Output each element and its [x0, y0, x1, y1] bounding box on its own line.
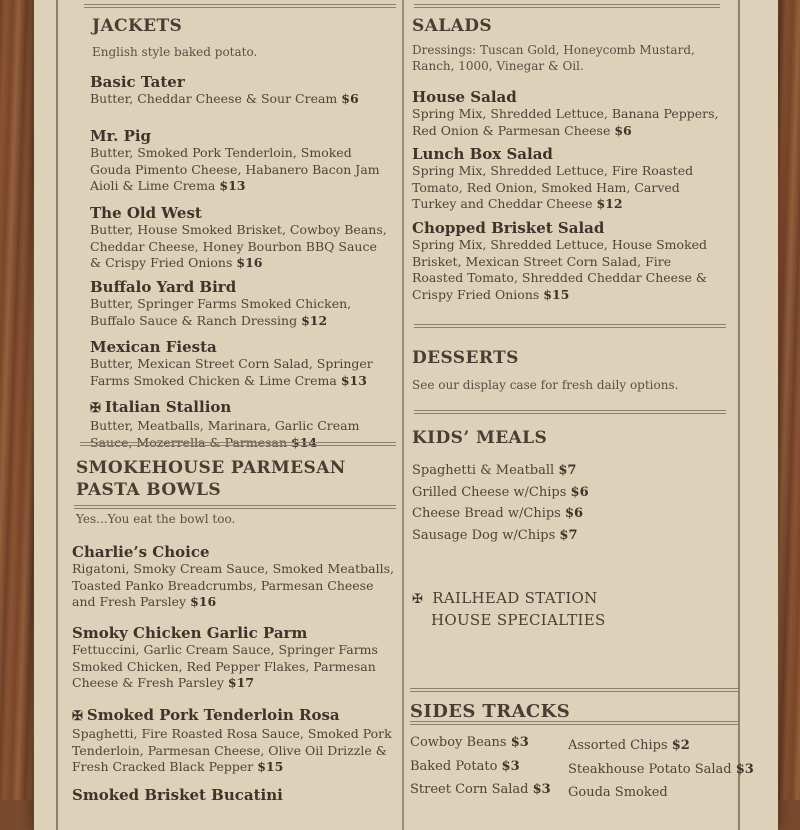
item-price: $7 — [559, 527, 578, 543]
item-desc: Butter, Meatballs, Marinara, Garlic Cream Sauce, Mozerrella & Parmesan $14 — [90, 418, 360, 450]
item-price: $3 — [510, 735, 529, 750]
pasta-top-rule — [80, 442, 396, 446]
jackets-list — [90, 73, 390, 458]
top-rule-right — [414, 4, 720, 8]
item-desc: Spaghetti, Fire Roasted Rosa Sauce, Smoked Pork Tenderloin, Parmesan Cheese, Olive Oil Drizzle & Fresh Cracked Black Pepper $15 — [72, 726, 392, 774]
item-price: $3 — [501, 758, 520, 774]
railhead-mark-icon: ✠ — [72, 709, 83, 724]
item-name: House Salad — [412, 88, 517, 106]
item-price: $3 — [532, 782, 551, 797]
desserts-top-rule — [414, 324, 726, 328]
side-item: Cowboy Beans $3 — [410, 735, 529, 750]
sides-top-rule — [410, 688, 740, 692]
menu-item — [90, 73, 390, 127]
kids-item: Sausage Dog w/Chips $7 — [412, 527, 578, 543]
desserts-title: DESSERTS — [412, 348, 519, 368]
menu-item — [90, 338, 390, 398]
item-desc: Fettuccini, Garlic Cream Sauce, Springer Farms Smoked Chicken, Red Pepper Flakes, Parmesan Cheese & Fresh Parsley $17 — [72, 642, 378, 690]
sides-right-list — [568, 734, 754, 805]
item-desc: Butter, House Smoked Brisket, Cowboy Beans, Cheddar Cheese, Honey Bourbon BBQ Sauce & Crispy Fried Onions $16 — [90, 222, 387, 270]
kids-item: Spaghetti & Meatball $7 — [412, 463, 577, 478]
item-name: Italian Stallion — [104, 398, 232, 416]
item-name-row — [90, 398, 390, 418]
menu-item — [90, 278, 390, 338]
item-desc: Butter, Smoked Pork Tenderloin, Smoked Gouda Pimento Cheese, Habanero Bacon Jam Aioli & Lime Crema $13 — [90, 145, 380, 193]
legend-line1: RAILHEAD STATION — [432, 589, 598, 607]
item-price: $6 — [565, 506, 584, 521]
item-desc: Butter, Mexican Street Corn Salad, Springer Farms Smoked Chicken & Lime Crema $13 — [90, 356, 373, 388]
sides-title: SIDES TRACKS — [410, 701, 571, 722]
item-price: $16 — [236, 255, 263, 270]
item-name: Smoky Chicken Garlic Parm — [72, 624, 308, 642]
side-item: Assorted Chips $2 — [568, 738, 690, 753]
jackets-title: JACKETS — [92, 16, 183, 36]
specialties-legend — [412, 588, 606, 630]
desserts-note: See our display case for fresh daily options. — [412, 378, 679, 392]
item-price: $12 — [596, 196, 623, 211]
item-name: Charlie’s Choice — [72, 543, 210, 561]
menu-item — [90, 204, 390, 278]
menu-item — [90, 398, 390, 458]
top-rule-left — [84, 4, 396, 8]
legend-line1-row — [412, 588, 606, 610]
item-name: Smoked Brisket Bucatini — [72, 786, 283, 804]
menu-item — [72, 706, 394, 786]
side-item: Baked Potato $3 — [410, 758, 520, 774]
item-desc: Spring Mix, Shredded Lettuce, Fire Roasted Tomato, Red Onion, Smoked Ham, Carved Turkey and Cheddar Cheese $12 — [412, 163, 694, 211]
kids-top-rule — [414, 410, 726, 414]
salads-title: SALADS — [412, 16, 493, 36]
item-price: $15 — [543, 286, 570, 302]
salads-note: Dressings: Tuscan Gold, Honeycomb Mustard, Ranch, 1000, Vinegar & Oil. — [412, 43, 695, 73]
kids-title: KIDS’ MEALS — [412, 428, 548, 448]
menu-page — [34, 0, 778, 830]
item-price: $2 — [671, 738, 690, 753]
side-item: Steakhouse Potato Salad $3 — [568, 761, 754, 777]
kids-item: Cheese Bread w/Chips $6 — [412, 506, 584, 521]
column-divider — [402, 0, 404, 830]
kids-item: Grilled Cheese w/Chips $6 — [412, 484, 589, 500]
item-desc: Spring Mix, Shredded Lettuce, Banana Peppers, Red Onion & Parmesan Cheese $6 — [412, 106, 719, 138]
item-price: $15 — [257, 759, 284, 774]
sides-title-rule — [410, 721, 740, 725]
item-desc: Butter, Springer Farms Smoked Chicken, Buffalo Sauce & Ranch Dressing $12 — [90, 296, 352, 328]
item-price: $12 — [301, 312, 328, 328]
item-price: $6 — [614, 122, 632, 138]
pasta-note: Yes...You eat the bowl too. — [76, 512, 236, 526]
item-price: $13 — [219, 178, 246, 193]
item-price: $17 — [227, 675, 255, 690]
item-name: Lunch Box Salad — [412, 145, 553, 163]
salads-list — [412, 88, 724, 302]
side-item: Street Corn Salad $3 — [410, 782, 551, 797]
menu-item — [412, 219, 724, 302]
item-price: $13 — [340, 372, 367, 388]
pasta-title-line1: SMOKEHOUSE PARMESAN — [76, 458, 346, 478]
menu-item — [72, 624, 394, 706]
menu-item — [412, 88, 724, 145]
item-price: $14 — [291, 434, 318, 450]
side-item: Gouda Smoked — [568, 785, 668, 800]
legend-line2: HOUSE SPECIALTIES — [431, 611, 606, 629]
item-name: Chopped Brisket Salad — [412, 219, 605, 237]
item-name: Mexican Fiesta — [90, 338, 217, 356]
item-name: Buffalo Yard Bird — [90, 278, 237, 296]
item-name: The Old West — [90, 204, 202, 222]
railhead-mark-icon: ✠ — [90, 401, 101, 416]
menu-item — [72, 543, 394, 624]
item-price: $3 — [735, 761, 754, 777]
pasta-title-line2: PASTA BOWLS — [76, 480, 222, 500]
item-price: $6 — [341, 91, 359, 106]
pasta-list — [72, 543, 394, 806]
railhead-mark-icon: ✠ — [412, 592, 424, 607]
item-name: Mr. Pig — [90, 127, 152, 145]
item-name-row — [72, 706, 394, 726]
item-desc: Rigatoni, Smoky Cream Sauce, Smoked Meatballs, Toasted Panko Breadcrumbs, Parmesan Cheese and Fresh Parsley $16 — [72, 561, 394, 609]
item-price: $16 — [190, 594, 217, 609]
menu-item — [90, 127, 390, 204]
item-desc: Spring Mix, Shredded Lettuce, House Smoked Brisket, Mexican Street Corn Salad, Fire Roasted Tomato, Shredded Cheddar Cheese & Crispy Fried Onions $15 — [412, 237, 708, 302]
pasta-title-rule — [74, 505, 396, 509]
item-price: $7 — [558, 463, 577, 478]
item-desc: Butter, Cheddar Cheese & Sour Cream $6 — [90, 91, 359, 106]
item-name: Basic Tater — [90, 73, 185, 91]
kids-list — [412, 460, 712, 546]
pasta-title — [76, 457, 346, 501]
menu-item — [72, 786, 394, 806]
jackets-note: English style baked potato. — [92, 45, 258, 59]
sides-left-list — [410, 731, 551, 802]
menu-item — [412, 145, 724, 219]
item-price: $6 — [570, 484, 589, 500]
item-name: Smoked Pork Tenderloin Rosa — [86, 706, 340, 724]
